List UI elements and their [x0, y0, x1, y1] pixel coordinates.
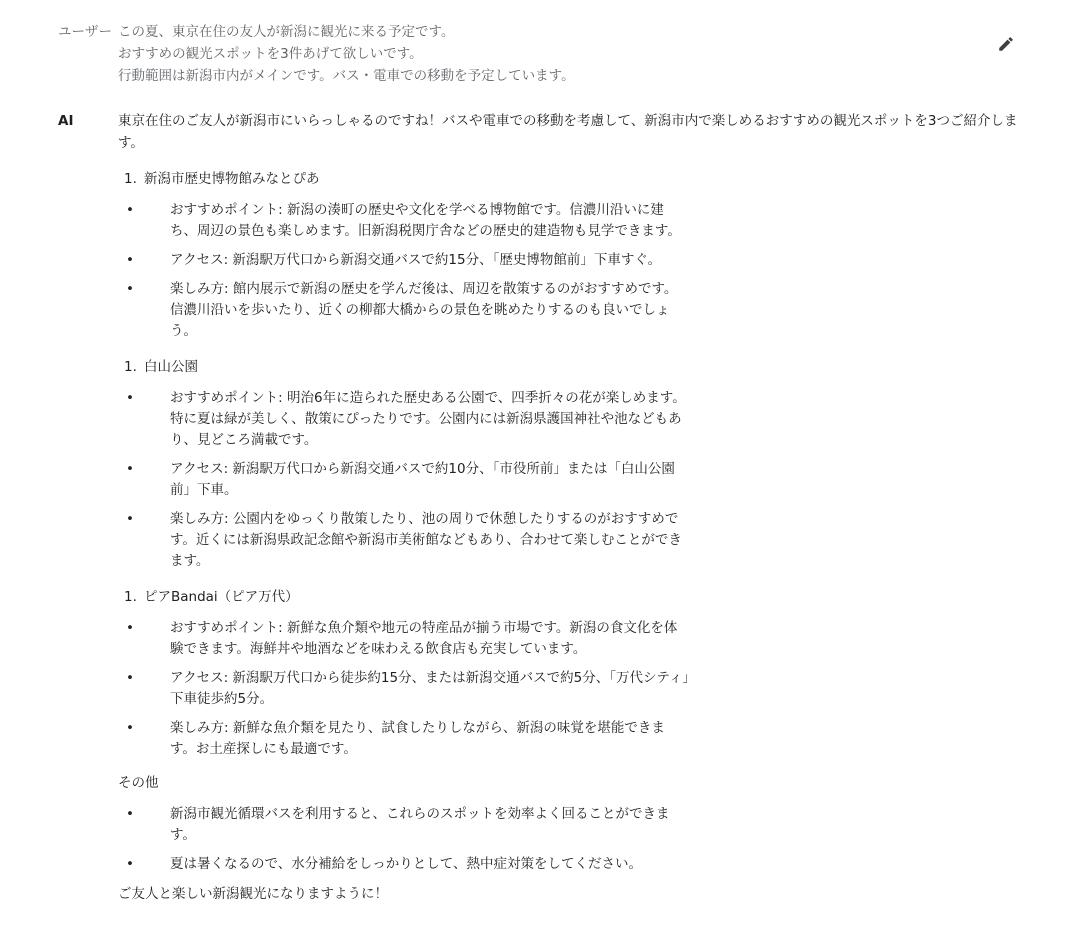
list-item-text: アクセス: 新潟駅万代口から新潟交通バスで約15分、「歴史博物館前」下車すぐ。	[170, 252, 662, 268]
list-item-text: アクセス: 新潟駅万代口から新潟交通バスで約10分、「市役所前」または「白山公園前」下車。	[170, 461, 675, 498]
spot-title	[124, 586, 1038, 608]
ai-response	[118, 110, 1038, 905]
list-item	[118, 618, 690, 660]
list-item	[118, 200, 690, 242]
list-number: 1.	[124, 359, 137, 375]
spot-bullets	[118, 388, 1038, 572]
list-item	[118, 668, 690, 710]
spot-bullets	[118, 618, 1038, 760]
spot-title	[124, 356, 1038, 378]
list-item	[118, 718, 690, 760]
user-label: ユーザー	[58, 24, 112, 40]
list-number: 1.	[124, 171, 137, 187]
spot-bullets	[118, 200, 1038, 342]
list-item	[118, 509, 690, 572]
user-message	[118, 21, 998, 87]
spot-name: 白山公園	[144, 359, 198, 375]
other-bullets	[118, 804, 1038, 875]
list-item-text: おすすめポイント: 新鮮な魚介類や地元の特産品が揃う市場です。新潟の食文化を体験できます。海鮮丼や地酒などを味わえる飲食店も充実しています。	[170, 620, 678, 657]
list-item-text: 新潟市観光循環バスを利用すると、これらのスポットを効率よく回ることができます。	[170, 806, 670, 843]
list-item-text: おすすめポイント: 新潟の湊町の歴史や文化を学べる博物館です。信濃川沿いに建ち、周辺の景色も楽しめます。旧新潟税関庁舎などの歴史的建造物も見学できます。	[170, 202, 681, 239]
spot-title	[124, 168, 1038, 190]
list-item	[118, 388, 690, 451]
user-message-line: おすすめの観光スポットを3件あげて欲しいです。	[118, 46, 423, 62]
spot-name: 新潟市歴史博物館みなとぴあ	[144, 171, 320, 187]
list-number: 1.	[124, 589, 137, 605]
spot-section	[118, 586, 1038, 760]
ai-label: AI	[58, 113, 74, 129]
edit-message-button[interactable]	[994, 32, 1018, 56]
list-item	[118, 804, 690, 846]
user-message-line: 行動範囲は新潟市内がメインです。バス・電車での移動を予定しています。	[118, 68, 575, 84]
list-item-text: 夏は暑くなるので、水分補給をしっかりとして、熱中症対策をしてください。	[170, 856, 642, 872]
other-heading: その他	[118, 775, 159, 791]
pencil-icon	[997, 35, 1015, 53]
spot-section	[118, 356, 1038, 572]
list-item	[118, 459, 690, 501]
list-item-text: アクセス: 新潟駅万代口から徒歩約15分、または新潟交通バスで約5分、「万代シティ」下車徒歩約5分。	[170, 670, 690, 707]
list-item-text: おすすめポイント: 明治6年に造られた歴史ある公園で、四季折々の花が楽しめます。特に夏は緑が美しく、散策にぴったりです。公園内には新潟県護国神社や池などもあり、見どころ満載です。	[170, 390, 686, 448]
list-item-text: 楽しみ方: 新鮮な魚介類を見たり、試食したりしながら、新潟の味覚を堪能できます。お土産探しにも最適です。	[170, 720, 665, 757]
list-item	[118, 854, 690, 875]
ai-closing: ご友人と楽しい新潟観光になりますように！	[118, 886, 388, 902]
spot-name: ピアBandai（ピア万代）	[144, 589, 299, 605]
ai-intro: 東京在住のご友人が新潟市にいらっしゃるのですね！バスや電車での移動を考慮して、新潟市内で楽しめるおすすめの観光スポットを3つご紹介します。	[118, 113, 1018, 151]
list-item-text: 楽しみ方: 公園内をゆっくり散策したり、池の周りで休憩したりするのがおすすめです。近くには新潟県政記念館や新潟市美術館などもあり、合わせて楽しむことができます。	[170, 511, 682, 569]
list-item	[118, 279, 690, 342]
list-item	[118, 250, 690, 271]
spot-section	[118, 168, 1038, 342]
user-message-line: この夏、東京在住の友人が新潟に観光に来る予定です。	[118, 24, 455, 40]
list-item-text: 楽しみ方: 館内展示で新潟の歴史を学んだ後は、周辺を散策するのがおすすめです。信濃川沿いを歩いたり、近くの柳都大橋からの景色を眺めたりするのも良いでしょう。	[170, 281, 678, 339]
